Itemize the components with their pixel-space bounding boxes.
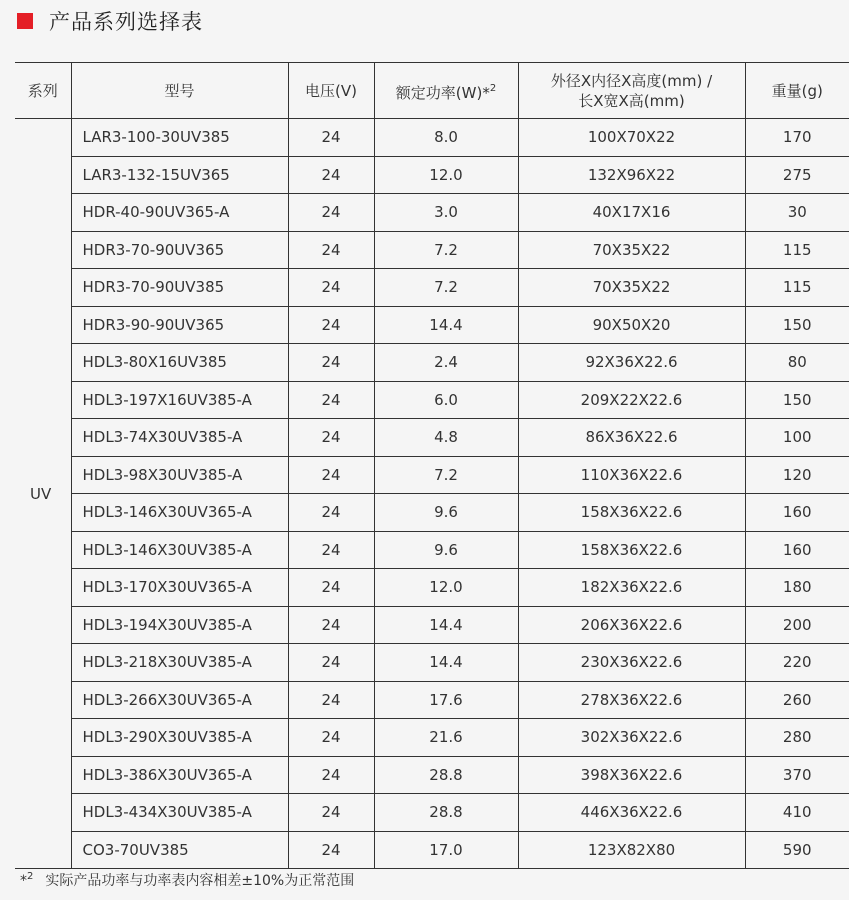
voltage-cell: 24 <box>288 306 374 344</box>
model-cell: HDL3-386X30UV365-A <box>71 756 288 794</box>
section-title <box>17 8 203 34</box>
title-marker-icon <box>17 13 33 29</box>
table-row <box>15 156 849 194</box>
dimensions-cell: 40X17X16 <box>518 194 745 232</box>
weight-cell: 370 <box>745 756 849 794</box>
table-row <box>15 494 849 532</box>
power-cell: 17.0 <box>374 831 518 869</box>
table-row <box>15 269 849 307</box>
header-dimensions-line2: 长X宽X高(mm) <box>578 91 685 110</box>
model-cell: LAR3-132-15UV365 <box>71 156 288 194</box>
table-row <box>15 231 849 269</box>
voltage-cell: 24 <box>288 681 374 719</box>
weight-cell: 180 <box>745 569 849 607</box>
table-row <box>15 419 849 457</box>
model-cell: CO3-70UV385 <box>71 831 288 869</box>
dimensions-cell: 70X35X22 <box>518 231 745 269</box>
voltage-cell: 24 <box>288 269 374 307</box>
model-cell: LAR3-100-30UV385 <box>71 119 288 157</box>
footnote-asterisk: * <box>20 873 27 889</box>
model-cell: HDL3-290X30UV385-A <box>71 719 288 757</box>
dimensions-cell: 206X36X22.6 <box>518 606 745 644</box>
weight-cell: 30 <box>745 194 849 232</box>
dimensions-cell: 398X36X22.6 <box>518 756 745 794</box>
weight-cell: 260 <box>745 681 849 719</box>
weight-cell: 100 <box>745 419 849 457</box>
dimensions-cell: 446X36X22.6 <box>518 794 745 832</box>
weight-cell: 120 <box>745 456 849 494</box>
voltage-cell: 24 <box>288 231 374 269</box>
dimensions-cell: 230X36X22.6 <box>518 644 745 682</box>
model-cell: HDL3-80X16UV385 <box>71 344 288 382</box>
voltage-cell: 24 <box>288 119 374 157</box>
power-cell: 7.2 <box>374 269 518 307</box>
power-cell: 12.0 <box>374 569 518 607</box>
dimensions-cell: 302X36X22.6 <box>518 719 745 757</box>
table-row <box>15 531 849 569</box>
dimensions-cell: 70X35X22 <box>518 269 745 307</box>
voltage-cell: 24 <box>288 381 374 419</box>
model-cell: HDR3-90-90UV365 <box>71 306 288 344</box>
footnote <box>20 870 354 890</box>
power-cell: 8.0 <box>374 119 518 157</box>
dimensions-cell: 209X22X22.6 <box>518 381 745 419</box>
footnote-mark <box>20 873 33 889</box>
dimensions-cell: 182X36X22.6 <box>518 569 745 607</box>
weight-cell: 280 <box>745 719 849 757</box>
model-cell: HDR3-70-90UV365 <box>71 231 288 269</box>
power-cell: 2.4 <box>374 344 518 382</box>
table-header-row <box>15 63 849 119</box>
table-row <box>15 719 849 757</box>
dimensions-cell: 123X82X80 <box>518 831 745 869</box>
power-cell: 28.8 <box>374 756 518 794</box>
voltage-cell: 24 <box>288 644 374 682</box>
table-row <box>15 644 849 682</box>
model-cell: HDL3-266X30UV365-A <box>71 681 288 719</box>
weight-cell: 200 <box>745 606 849 644</box>
model-cell: HDL3-146X30UV365-A <box>71 494 288 532</box>
power-cell: 28.8 <box>374 794 518 832</box>
dimensions-cell: 86X36X22.6 <box>518 419 745 457</box>
power-cell: 14.4 <box>374 306 518 344</box>
voltage-cell: 24 <box>288 531 374 569</box>
header-series: 系列 <box>15 63 71 119</box>
voltage-cell: 24 <box>288 194 374 232</box>
voltage-cell: 24 <box>288 719 374 757</box>
dimensions-cell: 158X36X22.6 <box>518 494 745 532</box>
power-cell: 17.6 <box>374 681 518 719</box>
model-cell: HDL3-218X30UV385-A <box>71 644 288 682</box>
table-row <box>15 606 849 644</box>
power-cell: 9.6 <box>374 531 518 569</box>
table-row <box>15 831 849 869</box>
voltage-cell: 24 <box>288 606 374 644</box>
series-cell: UV <box>15 119 71 869</box>
voltage-cell: 24 <box>288 756 374 794</box>
power-cell: 21.6 <box>374 719 518 757</box>
footnote-text: 实际产品功率与功率表内容相差±10%为正常范围 <box>45 873 355 889</box>
weight-cell: 590 <box>745 831 849 869</box>
weight-cell: 410 <box>745 794 849 832</box>
dimensions-cell: 278X36X22.6 <box>518 681 745 719</box>
header-power-label: 额定功率(W)* <box>395 83 490 102</box>
dimensions-cell: 92X36X22.6 <box>518 344 745 382</box>
dimensions-cell: 100X70X22 <box>518 119 745 157</box>
weight-cell: 160 <box>745 531 849 569</box>
page-title: 产品系列选择表 <box>49 10 203 34</box>
weight-cell: 150 <box>745 381 849 419</box>
power-cell: 7.2 <box>374 456 518 494</box>
header-power <box>374 63 518 119</box>
table-row <box>15 569 849 607</box>
table-row <box>15 306 849 344</box>
model-cell: HDL3-146X30UV385-A <box>71 531 288 569</box>
power-cell: 4.8 <box>374 419 518 457</box>
power-cell: 6.0 <box>374 381 518 419</box>
dimensions-cell: 110X36X22.6 <box>518 456 745 494</box>
voltage-cell: 24 <box>288 569 374 607</box>
header-voltage: 电压(V) <box>288 63 374 119</box>
model-cell: HDR-40-90UV365-A <box>71 194 288 232</box>
weight-cell: 80 <box>745 344 849 382</box>
table-row <box>15 119 849 157</box>
header-weight: 重量(g) <box>745 63 849 119</box>
weight-cell: 150 <box>745 306 849 344</box>
model-cell: HDR3-70-90UV385 <box>71 269 288 307</box>
weight-cell: 160 <box>745 494 849 532</box>
table-row <box>15 756 849 794</box>
weight-cell: 115 <box>745 231 849 269</box>
weight-cell: 220 <box>745 644 849 682</box>
table-row <box>15 344 849 382</box>
dimensions-cell: 158X36X22.6 <box>518 531 745 569</box>
power-cell: 7.2 <box>374 231 518 269</box>
voltage-cell: 24 <box>288 831 374 869</box>
model-cell: HDL3-74X30UV385-A <box>71 419 288 457</box>
table-row <box>15 794 849 832</box>
power-cell: 14.4 <box>374 606 518 644</box>
header-dimensions-line1: 外径X内径X高度(mm) / <box>550 71 713 90</box>
model-cell: HDL3-170X30UV365-A <box>71 569 288 607</box>
voltage-cell: 24 <box>288 794 374 832</box>
voltage-cell: 24 <box>288 156 374 194</box>
header-power-footnote-mark: 2 <box>489 82 497 94</box>
table-row <box>15 681 849 719</box>
weight-cell: 115 <box>745 269 849 307</box>
voltage-cell: 24 <box>288 419 374 457</box>
table-row <box>15 381 849 419</box>
model-cell: HDL3-197X16UV385-A <box>71 381 288 419</box>
table-row <box>15 194 849 232</box>
power-cell: 14.4 <box>374 644 518 682</box>
model-cell: HDL3-194X30UV385-A <box>71 606 288 644</box>
power-cell: 9.6 <box>374 494 518 532</box>
voltage-cell: 24 <box>288 344 374 382</box>
model-cell: HDL3-98X30UV385-A <box>71 456 288 494</box>
voltage-cell: 24 <box>288 494 374 532</box>
weight-cell: 275 <box>745 156 849 194</box>
footnote-number: 2 <box>27 871 34 882</box>
dimensions-cell: 132X96X22 <box>518 156 745 194</box>
voltage-cell: 24 <box>288 456 374 494</box>
product-selection-table <box>15 62 849 869</box>
power-cell: 12.0 <box>374 156 518 194</box>
weight-cell: 170 <box>745 119 849 157</box>
header-dimensions <box>518 63 745 119</box>
header-model: 型号 <box>71 63 288 119</box>
model-cell: HDL3-434X30UV385-A <box>71 794 288 832</box>
table-row <box>15 456 849 494</box>
power-cell: 3.0 <box>374 194 518 232</box>
dimensions-cell: 90X50X20 <box>518 306 745 344</box>
